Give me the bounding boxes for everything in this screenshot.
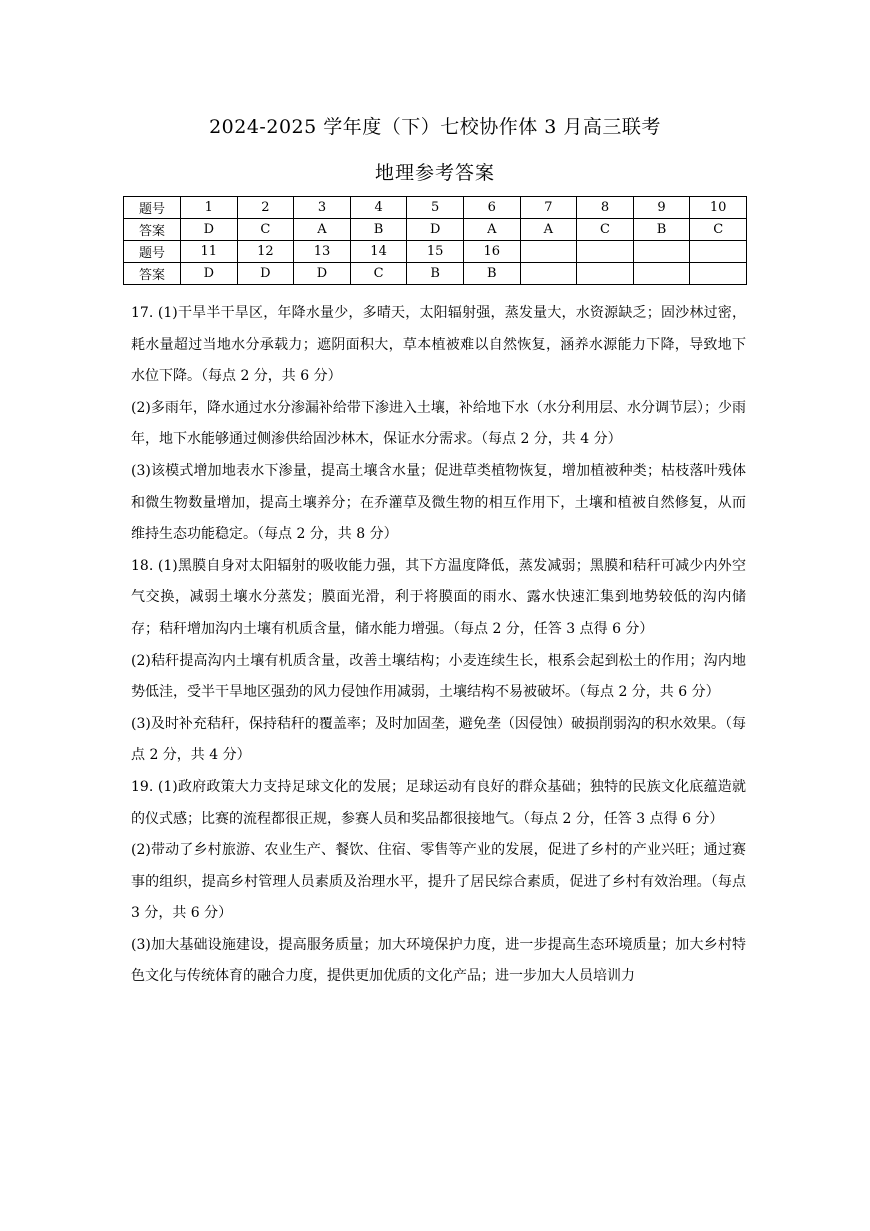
answer-cell: D	[181, 263, 238, 285]
answer-paragraph: (2)多雨年，降水通过水分渗漏补给带下渗进入土壤，补给地下水（水分利用层、水分调节层）；少雨年，地下水能够通过侧渗供给固沙林木，保证水分需求。（每点 2 分，共 4 分）	[131, 399, 746, 448]
row-header-cell: 答案	[124, 263, 181, 285]
question-number-row	[124, 241, 747, 263]
answer-cell: A	[520, 219, 577, 241]
question-number-cell	[577, 241, 634, 263]
answer-cell	[633, 263, 690, 285]
answer-cell: C	[690, 219, 747, 241]
answer-cell: C	[237, 219, 294, 241]
answer-cell: B	[633, 219, 690, 241]
answer-cell: B	[463, 263, 520, 285]
answer-cell: A	[294, 219, 351, 241]
question-number-cell: 5	[407, 197, 464, 219]
question-number-cell: 12	[237, 241, 294, 263]
answer-row	[124, 263, 747, 285]
question-number-cell: 14	[350, 241, 407, 263]
answer-row	[124, 219, 747, 241]
answer-cell: C	[350, 263, 407, 285]
question-number-cell: 1	[181, 197, 238, 219]
question-number-cell: 13	[294, 241, 351, 263]
question-number-cell: 6	[463, 197, 520, 219]
answer-body	[131, 298, 746, 993]
question-number-cell: 15	[407, 241, 464, 263]
question-number-cell: 8	[577, 197, 634, 219]
question-number-row	[124, 197, 747, 219]
row-header-cell: 题号	[124, 197, 181, 219]
answer-paragraph: 19. (1)政府政策大力支持足球文化的发展；足球运动有良好的群众基础；独特的民族文化底蕴造就的仪式感；比赛的流程都很正规，参赛人员和奖品都很接地气。（每点 2 分，任答 3 点得 6 分）	[131, 778, 746, 827]
question-number-cell: 3	[294, 197, 351, 219]
question-number-cell	[633, 241, 690, 263]
question-number-cell: 11	[181, 241, 238, 263]
row-header-cell: 题号	[124, 241, 181, 263]
question-number-cell: 7	[520, 197, 577, 219]
question-number-cell	[690, 241, 747, 263]
answer-cell: D	[237, 263, 294, 285]
answer-cell: D	[181, 219, 238, 241]
answer-paragraph: (3)及时补充秸秆，保持秸秆的覆盖率；及时加固垄，避免垄（因侵蚀）破损削弱沟的积水效果。（每点 2 分，共 4 分）	[131, 715, 746, 764]
answer-cell	[577, 263, 634, 285]
answer-paragraph: (3)该模式增加地表水下渗量，提高土壤含水量；促进草类植物恢复，增加植被种类；枯枝落叶残体和微生物数量增加，提高土壤养分；在乔灌草及微生物的相互作用下，土壤和植被自然修复，从而维持生态功能稳定。（每点 2 分，共 8 分）	[131, 462, 746, 543]
question-number-cell: 16	[463, 241, 520, 263]
answer-cell: A	[463, 219, 520, 241]
question-number-cell: 2	[237, 197, 294, 219]
answer-cell	[520, 263, 577, 285]
answer-cell: D	[407, 219, 464, 241]
question-number-cell	[520, 241, 577, 263]
document-subtitle: 地理参考答案	[374, 162, 495, 184]
answer-table	[123, 196, 747, 285]
answer-cell	[690, 263, 747, 285]
question-number-cell: 9	[633, 197, 690, 219]
question-number-cell: 4	[350, 197, 407, 219]
answer-cell: B	[350, 219, 407, 241]
question-number-cell: 10	[690, 197, 747, 219]
answer-paragraph: 18. (1)黑膜自身对太阳辐射的吸收能力强，其下方温度降低，蒸发减弱；黑膜和秸秆可减少内外空气交换，减弱土壤水分蒸发；膜面光滑，利于将膜面的雨水、露水快速汇集到地势较低的沟内储存；秸秆增加沟内土壤有机质含量，储水能力增强。（每点 2 分，任答 3 点得 6 分）	[131, 557, 746, 637]
document-title: 2024-2025 学年度（下）七校协作体 3 月高三联考	[209, 116, 661, 138]
answer-paragraph: (3)加大基础设施建设，提高服务质量；加大环境保护力度，进一步提高生态环境质量；加大乡村特色文化与传统体育的融合力度，提供更加优质的文化产品；进一步加大人员培训力	[131, 936, 746, 985]
answer-paragraph: (2)秸秆提高沟内土壤有机质含量，改善土壤结构；小麦连续生长，根系会起到松土的作用；沟内地势低洼，受半干旱地区强劲的风力侵蚀作用减弱，土壤结构不易被破坏。（每点 2 分，共 6 分）	[131, 652, 746, 701]
answer-paragraph: (2)带动了乡村旅游、农业生产、餐饮、住宿、零售等产业的发展，促进了乡村的产业兴旺；通过赛事的组织，提高乡村管理人员素质及治理水平，提升了居民综合素质，促进了乡村有效治理。（每点 3 分，共 6 分）	[131, 842, 746, 922]
answer-cell: B	[407, 263, 464, 285]
answer-paragraph: 17. (1)干旱半干旱区，年降水量少，多晴天，太阳辐射强，蒸发量大，水资源缺乏；固沙林过密，耗水量超过当地水分承载力；遮阴面积大，草本植被难以自然恢复，涵养水源能力下降，导致地下水位下降。（每点 2 分，共 6 分）	[131, 305, 746, 385]
row-header-cell: 答案	[124, 219, 181, 241]
answer-cell: C	[577, 219, 634, 241]
answer-cell: D	[294, 263, 351, 285]
